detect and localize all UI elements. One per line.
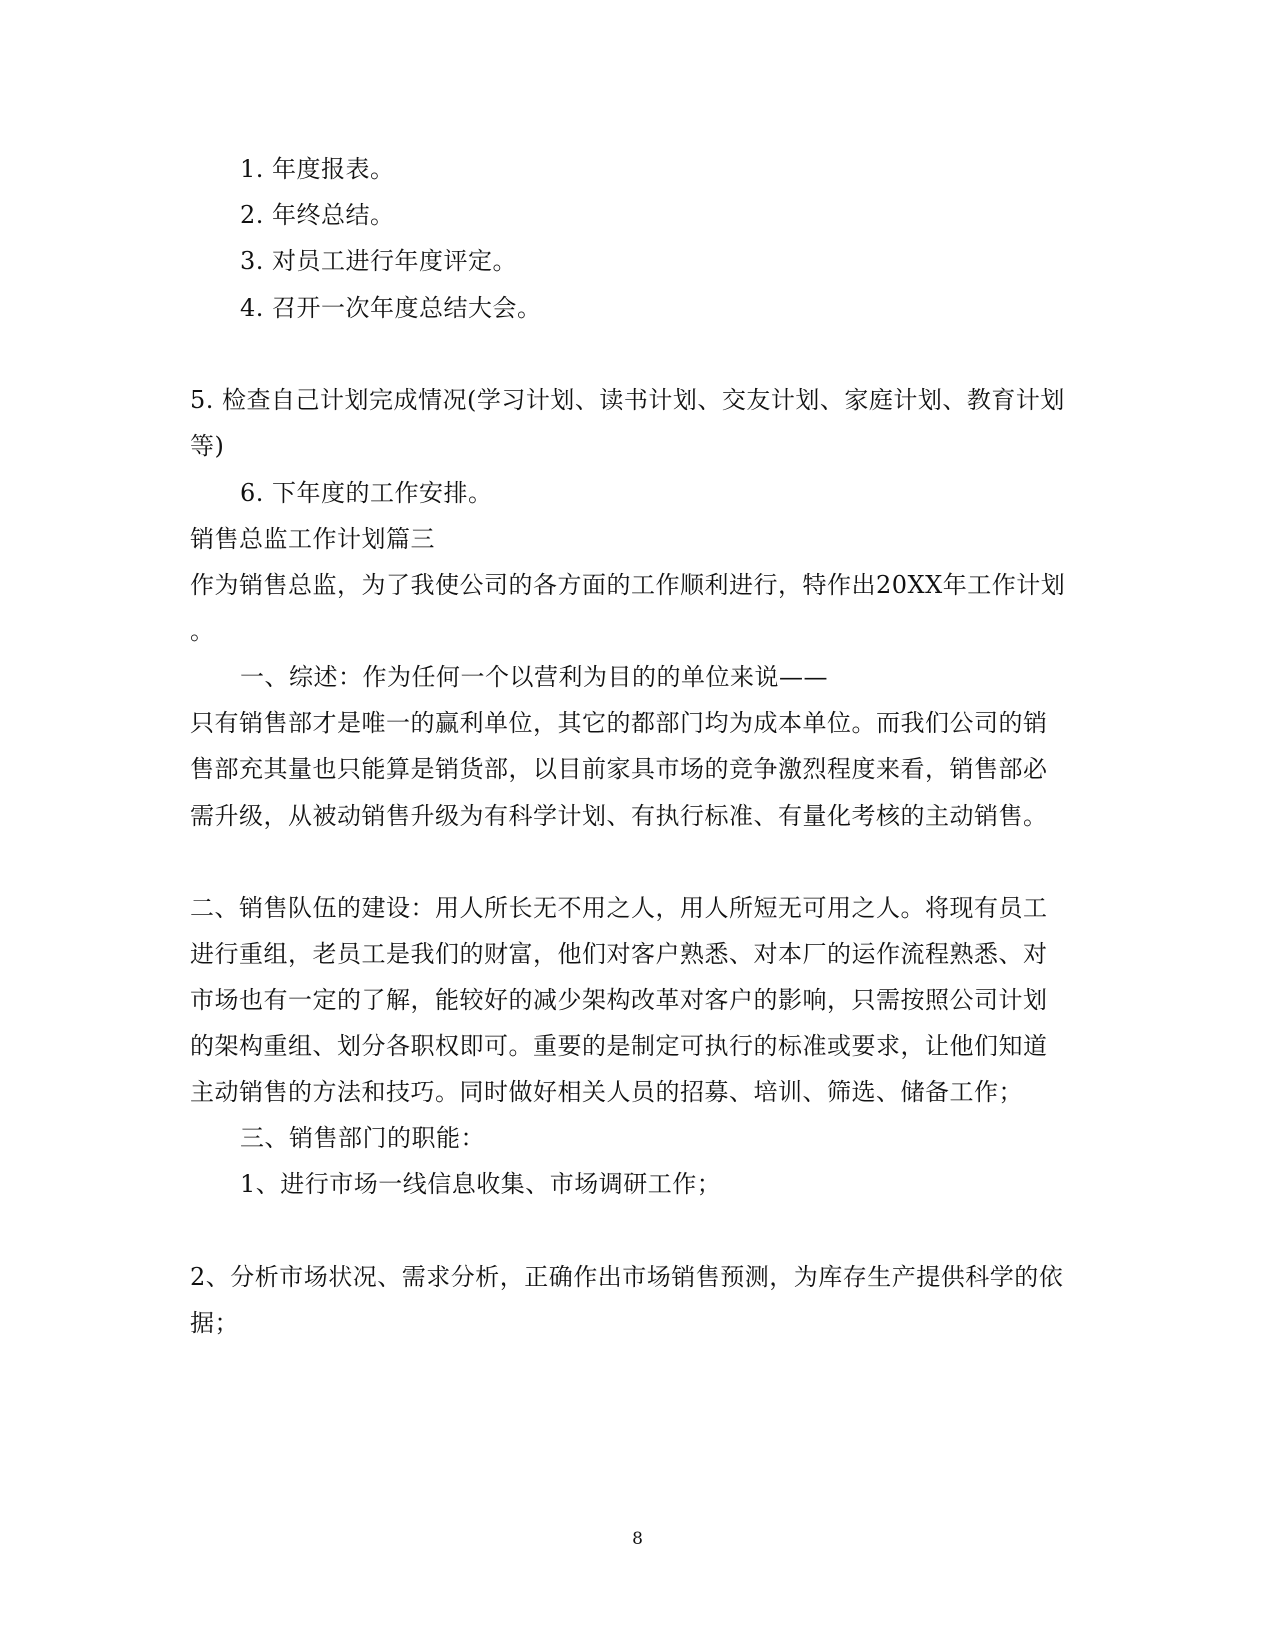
paragraph-line: 需升级，从被动销售升级为有科学计划、有执行标准、有量化考核的主动销售。 [190,802,1048,830]
paragraph-line: 售部充其量也只能算是销货部，以目前家具市场的竞争激烈程度来看，销售部必 [190,755,1048,783]
paragraph-line: 的架构重组、划分各职权即可。重要的是制定可执行的标准或要求，让他们知道 [190,1032,1048,1060]
paragraph-line: 进行重组，老员工是我们的财富，他们对客户熟悉、对本厂的运作流程熟悉、对 [190,940,1048,968]
paragraph-line: 作为销售总监，为了我使公司的各方面的工作顺利进行，特作出20XX年工作计划 [190,571,1066,599]
paragraph-line: 。 [190,617,215,645]
list-item-next-year: 6. 下年度的工作安排。 [240,479,493,507]
paragraph-line: 主动销售的方法和技巧。同时做好相关人员的招募、培训、筛选、储备工作； [190,1078,1023,1106]
list-item-summary-meeting: 4. 召开一次年度总结大会。 [240,294,542,322]
list-item-annual-report: 1. 年度报表。 [240,155,395,183]
paragraph-line: 只有销售部才是唯一的赢利单位，其它的都部门均为成本单位。而我们公司的销 [190,709,1048,737]
paragraph-line: 市场也有一定的了解，能较好的减少架构改革对客户的影响，只需按照公司计划 [190,986,1048,1014]
subsection-overview: 一、综述：作为任何一个以营利为目的的单位来说—— [240,663,828,691]
subsection-department-functions: 三、销售部门的职能： [240,1124,485,1152]
list-item-market-research: 1、进行市场一线信息收集、市场调研工作； [240,1170,722,1198]
list-item-plan-check-cont: 等) [190,432,225,460]
list-item-year-end-summary: 2. 年终总结。 [240,201,395,229]
section-heading: 销售总监工作计划篇三 [190,525,435,553]
list-item-market-analysis-cont: 据； [190,1309,239,1337]
list-item-plan-check: 5. 检查自己计划完成情况(学习计划、读书计划、交友计划、家庭计划、教育计划 [190,386,1065,414]
list-item-market-analysis: 2、分析市场状况、需求分析，正确作出市场销售预测，为库存生产提供科学的依 [190,1263,1064,1291]
page-number: 8 [632,1529,643,1549]
list-item-staff-evaluation: 3. 对员工进行年度评定。 [240,247,518,275]
subsection-sales-team: 二、销售队伍的建设：用人所长无不用之人，用人所短无可用之人。将现有员工 [190,894,1048,922]
